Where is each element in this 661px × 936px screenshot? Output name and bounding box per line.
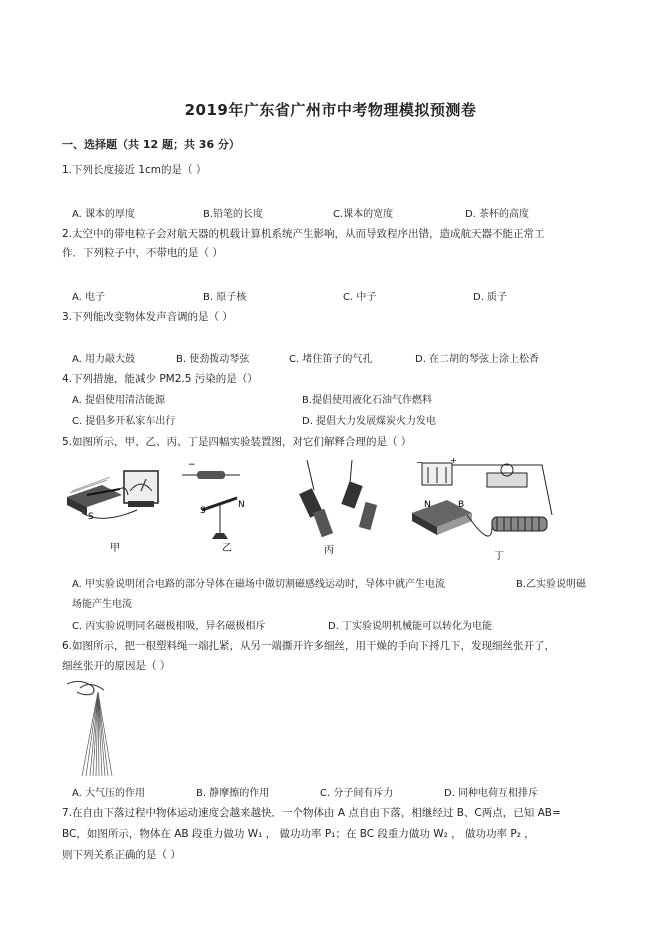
q3-option-c: C. 堵住笛子的气孔 — [289, 354, 373, 365]
q5-option-b-line2: 场能产生电流 — [72, 599, 132, 610]
label-bing: 丙 — [324, 545, 334, 556]
q3-option-d: D. 在二胡的琴弦上涂上松香 — [415, 354, 540, 365]
q5-option-b-line1: B.乙实验说明磁 — [516, 579, 587, 590]
q5-option-c: C. 丙实验说明同名磁极相吸，异名磁极相斥 — [72, 621, 266, 632]
ding-n-label: N — [424, 500, 431, 510]
plastic-rope-figure — [62, 678, 122, 778]
ding-b-label: B — [458, 500, 465, 510]
label-yi: 乙 — [222, 543, 232, 554]
figure-bing — [299, 460, 377, 537]
page-title: 2019年广东省广州市中考物理模拟预测卷 — [184, 101, 477, 119]
q3-option-a: A. 用力敲大鼓 — [72, 354, 136, 365]
q4-option-b: B.提倡使用液化石油气作燃料 — [302, 395, 433, 406]
q5-option-a: A. 甲实验说明闭合电路的部分导体在磁场中做切割磁感线运动时，导体中就产生电流 — [72, 579, 446, 590]
q6-option-a: A. 大气压的作用 — [72, 788, 146, 799]
question-7-line3: 则下列关系正确的是（ ） — [62, 849, 181, 861]
question-6-stem-line2: 细丝张开的原因是（ ） — [62, 660, 171, 672]
q6-option-b: B. 静摩擦的作用 — [196, 788, 270, 799]
yi-minus-label: − — [188, 460, 196, 470]
q4-option-c: C. 提倡多开私家车出行 — [72, 416, 176, 427]
q6-option-c: C. 分子间有斥力 — [320, 788, 394, 799]
ding-minus-label: − — [416, 458, 423, 467]
experiment-figure — [62, 455, 562, 570]
q2-option-b: B. 原子核 — [203, 292, 247, 303]
ding-plus-label: + — [450, 456, 457, 465]
label-ding: 丁 — [494, 551, 504, 562]
figure-jia — [67, 471, 158, 522]
q4-option-a: A. 提倡使用清洁能源 — [72, 395, 166, 406]
label-jia: 甲 — [110, 543, 120, 554]
question-7-line2: BC，如图所示，物体在 AB 段重力做功 W₁ ， 做功功率 P₁；在 BC 段重力做功 W₂ ， 做功功率 P₂ ， — [62, 828, 535, 840]
question-4-stem: 4.下列措施，能减少 PM2.5 污染的是（） — [62, 373, 258, 385]
figure-yi — [182, 460, 245, 539]
question-6-stem-line1: 6.如图所示，把一根塑料绳一端扎紧，从另一端撕开许多细丝，用干燥的手向下捋几下，发现细丝张开了， — [62, 640, 556, 652]
q1-option-c: C.课本的宽度 — [333, 209, 394, 220]
section-heading: 一、选择题（共 12 题；共 36 分） — [62, 138, 240, 151]
q2-option-c: C. 中子 — [343, 292, 377, 303]
yi-s-label: S — [200, 506, 206, 516]
question-2-stem-line2: 作．下列粒子中，不带电的是（ ） — [62, 247, 223, 259]
question-3-stem: 3.下列能改变物体发声音调的是（ ） — [62, 311, 233, 323]
question-5-stem: 5.如图所示，甲、乙、丙、丁是四幅实验装置图，对它们解释合理的是（ ） — [62, 436, 412, 448]
q6-option-d: D. 同种电荷互相排斥 — [444, 788, 539, 799]
q3-option-b: B. 使劲拨动琴弦 — [176, 354, 250, 365]
q1-option-b: B.铅笔的长度 — [203, 209, 264, 220]
q4-option-d: D. 提倡大力发展煤炭火力发电 — [302, 416, 437, 427]
jia-s-label: S — [88, 512, 94, 522]
q2-option-a: A. 电子 — [72, 292, 106, 303]
q1-option-d: D. 茶杯的高度 — [465, 209, 530, 220]
yi-n-label: N — [238, 500, 245, 510]
question-2-stem-line1: 2.太空中的带电粒子会对航天器的机载计算机系统产生影响，从而导致程序出错，造成航天器不能正常工 — [62, 228, 545, 240]
q1-option-a: A. 课本的厚度 — [72, 209, 136, 220]
question-7-line1: 7.在自由下落过程中物体运动速度会越来越快．一个物体由 A 点自由下落，相继经过 B、C两点，已知 AB= — [62, 807, 561, 819]
question-1-stem: 1.下列长度接近 1cm的是（ ） — [62, 164, 207, 176]
q5-option-d: D. 丁实验说明机械能可以转化为电能 — [328, 621, 493, 632]
figure-ding — [412, 456, 552, 536]
q2-option-d: D. 质子 — [473, 292, 508, 303]
